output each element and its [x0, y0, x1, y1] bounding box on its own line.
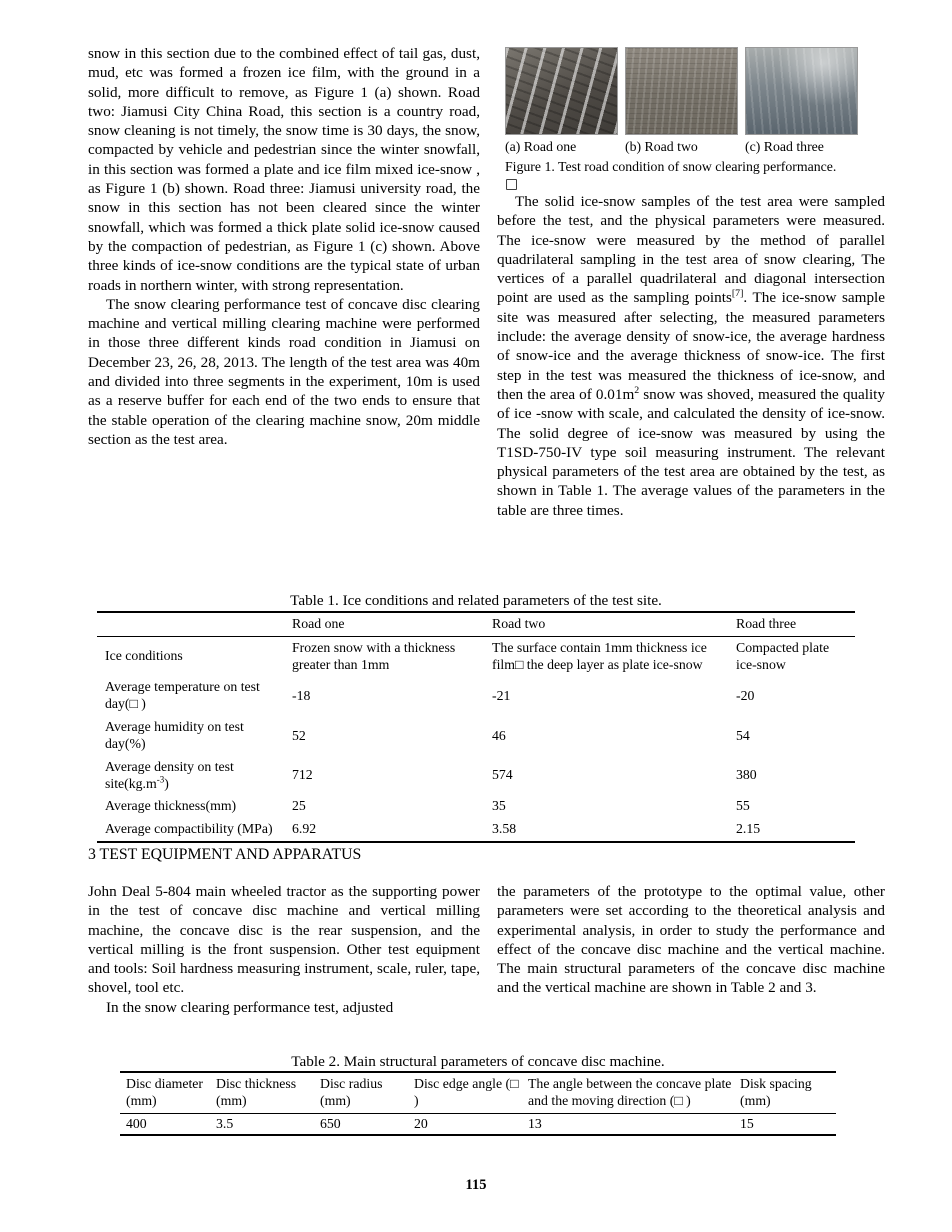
- table-1-header-road-three: Road three: [736, 612, 855, 636]
- table-row: [97, 676, 855, 716]
- exponent-superscript: -3: [156, 774, 165, 785]
- table-cell: -18: [292, 687, 311, 703]
- table-cell: 15: [740, 1115, 754, 1131]
- table-cell: 25: [292, 798, 306, 814]
- figure-1-photo-captions: [505, 138, 861, 156]
- road-three-photo: [745, 47, 858, 135]
- row-label: Average compactibility (MPa): [105, 821, 273, 837]
- row-label: Ice conditions: [105, 648, 183, 664]
- table-row: [97, 716, 855, 756]
- road-one-photo: [505, 47, 618, 135]
- table-1-header-empty: [97, 612, 292, 636]
- photo-caption-b: (b) Road two: [625, 139, 698, 154]
- body-paragraph: snow in this section due to the combined effect of tail gas, dust, mud, etc was formed a frozen ice film, with the ground in a solid, more difficult to remove, as Figure 1 (a) shown. Road two: Jiamusi City China Road, this section is a country road, snow cleaning is not timely, the snow time is 30 days, the snow, compacted by vehicle and pedestrian since the winter snowfall, in this section was formed a plate and ice film mixed ice-snow , as Figure 1 (b) shown. Road three: Jiamusi university road, the snow in this section has not been cleared since the winter snowfall, which was formed a thick plate solid ice-snow caused by the compaction of pedestrian, as Figure 1 (c) shown. Above three kinds of ice-snow conditions are the typical state of urban roads in northern winter, with strong representation.: [88, 45, 480, 294]
- left-column-top: [88, 44, 480, 449]
- table-row: [120, 1113, 836, 1135]
- table-cell: 6.92: [292, 821, 317, 837]
- table-2-header-disc-edge-angle: Disc edge angle (□ ): [414, 1072, 528, 1113]
- table-cell: 400: [126, 1115, 147, 1131]
- table-cell: 3.5: [216, 1115, 234, 1131]
- table-2-header-concave-angle: The angle between the concave plate and the moving direction (□ ): [528, 1072, 740, 1113]
- body-paragraph: the parameters of the prototype to the optimal value, other parameters were set according to the theoretical analysis and experimental analysis, in order to study the performance and effect of the concave disc machine and the vertical machine. The main structural parameters of the concave disc machine and the vertical machine are shown in Table 2 and 3.: [497, 883, 885, 997]
- table-cell: 35: [492, 798, 506, 814]
- table-cell: The surface contain 1mm thickness ice film□ the deep layer as plate ice-snow: [492, 639, 707, 672]
- table-cell: Frozen snow with a thickness greater than 1mm: [292, 639, 456, 672]
- body-paragraph: The snow clearing performance test of concave disc clearing machine and vertical milling clearing machine were performed in those three different kinds road condition in Jiamusi on December 23, 26, 28, 2013. The length of the test area was 40m and divided into three segments in the experiment, 10m is used as a reserve buffer for each end of the two ends to ensure that the stable operation of the clearing machine snow, 20m middle section as the test area.: [88, 295, 480, 448]
- paragraph-text: snow was shoved, measured the quality of ice -snow with scale, and calculated the density of ice-snow. The solid degree of ice-snow was measured by using the T1SD-750-IV type soil measuring instrument. The relevant physical parameters of the test area are obtained by the test, as shown in Table 1. The average values of the parameters in the table are three times.: [497, 385, 885, 519]
- table-cell: 55: [736, 798, 750, 814]
- table-cell: 46: [492, 727, 506, 743]
- table-1: [97, 611, 855, 843]
- road-two-photo: [625, 47, 738, 135]
- table-2-header-disc-radius: Disc radius (mm): [320, 1072, 414, 1113]
- table-cell: 13: [528, 1115, 542, 1131]
- table-2-title: Table 2. Main structural parameters of concave disc machine.: [291, 1053, 665, 1070]
- missing-glyph-box: □: [505, 176, 519, 193]
- photo-caption-a: (a) Road one: [505, 139, 577, 154]
- table-cell: 380: [736, 767, 757, 783]
- right-column-bottom: [497, 882, 885, 998]
- label-text: ): [164, 775, 169, 791]
- table-row: [97, 818, 855, 842]
- row-label: [97, 756, 292, 796]
- paragraph-text: . The ice-snow sample site was measured after selecting, the measured parameters include: the average density of snow-ice, the average hardness of snow-ice and the average thickness of snow-ice. The first step in the test was measured the thickness of ice-snow, and then the area of 0.01m: [497, 289, 885, 403]
- table-cell: 712: [292, 767, 313, 783]
- table-2-header-disk-spacing: Disk spacing (mm): [740, 1072, 836, 1113]
- table-cell: 20: [414, 1115, 428, 1131]
- figure-1-photos: [505, 47, 861, 135]
- table-2-header-disc-diameter: Disc diameter (mm): [120, 1072, 216, 1113]
- table-row: [97, 636, 855, 676]
- table-cell: 574: [492, 767, 513, 783]
- table-row: [97, 756, 855, 796]
- figure-1: [505, 47, 861, 194]
- table-cell: 2.15: [736, 821, 761, 837]
- left-column-bottom: [88, 882, 480, 1017]
- row-label: Average thickness(mm): [105, 798, 237, 814]
- table-1-title: Table 1. Ice conditions and related parameters of the test site.: [290, 592, 662, 609]
- figure-1-caption: Figure 1. Test road condition of snow clearing performance.: [505, 158, 837, 174]
- row-label: Average temperature on test day(□ ): [105, 679, 260, 712]
- body-paragraph: In the snow clearing performance test, adjusted: [106, 998, 394, 1016]
- paragraph-text: The solid ice-snow samples of the test area were sampled before the test, and the physical parameters were measured. The ice-snow were measured by the method of parallel quadrilateral sampling in the test area of snow clearing, The vertices of a parallel quadrilateral and diagonal intersection point are used as the sampling points: [497, 193, 885, 307]
- table-cell: Compacted plate ice-snow: [736, 639, 830, 672]
- table-2: [120, 1071, 836, 1136]
- label-text: Average density on test site(kg.m: [105, 758, 234, 791]
- table-1-header-road-two: Road two: [492, 612, 736, 636]
- body-paragraph: [497, 192, 885, 520]
- table-cell: 650: [320, 1115, 341, 1131]
- exponent-superscript: 2: [634, 384, 640, 396]
- table-row: [97, 795, 855, 818]
- photo-caption-c: (c) Road three: [745, 139, 824, 154]
- section-heading: 3 TEST EQUIPMENT AND APPARATUS: [88, 846, 362, 863]
- table-cell: 3.58: [492, 821, 517, 837]
- right-column-top: [497, 192, 885, 520]
- table-cell: -21: [492, 687, 511, 703]
- table-1-header-row: [97, 612, 855, 636]
- body-paragraph: John Deal 5-804 main wheeled tractor as the supporting power in the test of concave disc machine and vertical milling machine, the concave disc is the rear suspension, and the vertical milling is the front suspension. Other test equipment and tools: Soil hardness measuring instrument, scale, ruler, tape, shovel, tool etc.: [88, 883, 480, 997]
- page-number: 115: [465, 1177, 487, 1193]
- table-cell: -20: [736, 687, 755, 703]
- table-2-header-disc-thickness: Disc thickness (mm): [216, 1072, 320, 1113]
- table-2-header-row: [120, 1072, 836, 1113]
- citation-superscript: [7]: [731, 288, 744, 300]
- row-label: Average humidity on test day(%): [105, 719, 244, 751]
- table-cell: 52: [292, 727, 306, 743]
- table-1-header-road-one: Road one: [292, 612, 492, 636]
- table-cell: 54: [736, 727, 750, 743]
